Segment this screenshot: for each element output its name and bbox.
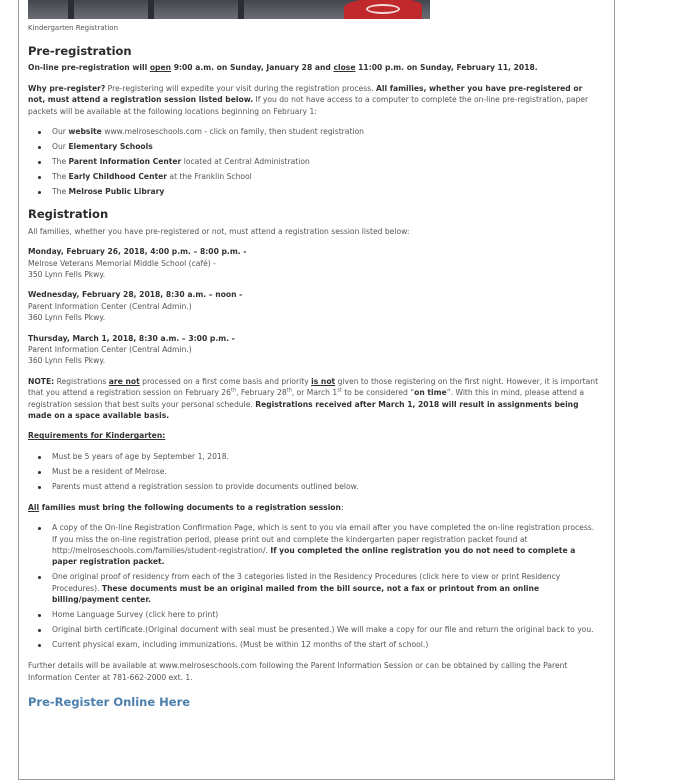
page-frame	[18, 0, 615, 780]
article-content	[28, 0, 600, 711]
photo-detail	[68, 0, 74, 19]
list-item	[52, 156, 600, 167]
list-item: Must be a resident of Melrose.	[52, 466, 600, 477]
list-item	[52, 522, 600, 568]
text: th	[230, 387, 237, 394]
website-link[interactable]: www.melroseschools.com	[104, 127, 202, 136]
text: are not	[108, 376, 140, 386]
text: , February 28	[236, 388, 287, 398]
list-item: Original birth certificate.(Original document with seal must be presented.) We will make a copy for our file and return the original back to you.	[52, 624, 600, 635]
documents-list	[28, 522, 600, 650]
text: Our	[52, 127, 69, 136]
registration-note	[28, 376, 600, 422]
text: given to those registering on the first night. However, it is important that you attend a registration session on February 26	[28, 376, 599, 398]
text: on time	[414, 388, 447, 398]
text: is not	[311, 376, 336, 386]
list-item	[52, 141, 600, 152]
text: Further details will be available at	[28, 661, 160, 671]
text: at the Franklin School	[167, 171, 252, 181]
session-place: Parent Information Center (Central Admin.)	[28, 345, 192, 355]
text: NOTE:	[28, 376, 55, 386]
photo-detail	[366, 4, 400, 14]
prereg-heading: Pre-registration	[28, 43, 132, 58]
text: :	[340, 502, 344, 512]
registration-intro: All families, whether you have pre-registered or not, must attend a registration session listed below:	[28, 226, 410, 236]
pre-register-online-link[interactable]: Pre-Register Online Here	[28, 695, 191, 709]
text: website	[68, 127, 102, 136]
requirements-heading: Requirements for Kindergarten:	[28, 431, 166, 441]
text: Parent Information Center	[68, 156, 182, 166]
text: processed on a first come basis and priority	[139, 376, 312, 386]
session-place: Parent Information Center (Central Admin.)	[28, 301, 192, 311]
session-address: 360 Lynn Fells Pkwy.	[28, 356, 106, 366]
text: Early Childhood Center	[68, 171, 167, 181]
session-block	[28, 246, 600, 280]
text: st	[337, 387, 342, 394]
kindergarten-photo	[28, 0, 430, 19]
registration-packet-link[interactable]: http://melroseschools.com/families/student-registration/	[52, 546, 266, 556]
list-item	[52, 171, 600, 182]
list-item	[52, 571, 600, 605]
text: If you completed the online registration you do not need to complete a paper registration packet.	[52, 546, 576, 567]
session-date: Thursday, March 1, 2018, 8:30 a.m. – 3:00 p.m. -	[28, 333, 235, 343]
text: th	[286, 387, 292, 394]
session-block	[28, 289, 600, 323]
list-item: Must be 5 years of age by September 1, 2018.	[52, 451, 600, 462]
text: One original proof of residency from each of the 3 categories listed in the Residency Procedures (click here to view or print Residency Procedures).	[52, 572, 561, 593]
registration-heading: Registration	[28, 206, 109, 221]
text: A copy of the On-line Registration Confirmation Page, which is sent to you via email after you have completed the on-line registration process. If you miss the on-line registration period, please print out and complete the kindergarten paper registration packet found at	[52, 523, 595, 544]
text: open	[149, 63, 172, 73]
list-item: Parents must attend a registration session to provide documents outlined below.	[52, 481, 600, 492]
text: These documents must be an original mailed from the bill source, not a fax or printout from an online billing/payment center.	[52, 583, 540, 605]
text: On-line pre-registration will	[28, 63, 150, 73]
list-item: Current physical exam, including immunizations. (Must be within 12 months of the start of school.)	[52, 639, 600, 650]
text: All	[28, 502, 40, 512]
text: All families, whether you have pre-registered or not, must attend a registration session listed below.	[28, 83, 583, 105]
session-block	[28, 333, 600, 367]
prereg-dates	[28, 62, 600, 73]
text: The	[52, 186, 69, 196]
session-place: Melrose Veterans Memorial Middle School (café) -	[28, 258, 216, 268]
text: following the Parent Information Session or can be obtained by calling the Parent Information Center at 781-662-2000 ext. 1.	[28, 661, 568, 682]
further-details	[28, 660, 600, 683]
documents-heading	[28, 502, 600, 513]
session-address: 350 Lynn Fells Pkwy.	[28, 270, 106, 280]
text: Registrations	[54, 376, 109, 386]
text: , or March 1	[291, 388, 338, 398]
requirements-list	[28, 451, 600, 492]
text: Elementary Schools	[68, 141, 153, 151]
text: ”. With this in mind, please attend a registration session that best suits your personal schedule.	[28, 388, 584, 409]
list-item	[52, 126, 600, 137]
text: Why pre-register?	[28, 83, 106, 93]
text: located at Central Administration	[181, 156, 310, 166]
text: Pre-registering will expedite your visit during the registration process.	[105, 83, 376, 93]
text: .	[265, 546, 271, 556]
text: If you do not have access to a computer to complete the on-line pre-registration, paper packets will be available at the following locations beginning on February 1:	[28, 95, 589, 116]
text: 11:00 p.m. on Sunday, February 11, 2018.	[355, 63, 538, 73]
list-item	[52, 186, 600, 197]
session-address: 360 Lynn Fells Pkwy.	[28, 313, 106, 323]
why-preregister	[28, 83, 600, 117]
session-date: Monday, February 26, 2018, 4:00 p.m. – 8:00 p.m. -	[28, 247, 247, 257]
text: Melrose Public Library	[68, 186, 165, 196]
photo-detail	[238, 0, 244, 19]
text: close	[333, 63, 356, 73]
text: Our	[52, 141, 69, 151]
text: 9:00 a.m. on Sunday, January 28 and	[171, 63, 334, 73]
text: - click on family, then student registration	[201, 127, 364, 136]
text: The	[52, 171, 69, 181]
photo-caption: Kindergarten Registration	[28, 24, 119, 32]
text: Registrations received after March 1, 2018 will result in assignments being made on a space available basis.	[28, 399, 579, 420]
list-item: Home Language Survey (click here to print)	[52, 609, 600, 620]
photo-detail	[148, 0, 154, 19]
text: The	[52, 156, 69, 166]
further-details-link[interactable]: www.melroseschools.com	[159, 661, 257, 671]
text: families must bring the following documents to a registration session	[39, 502, 341, 512]
requirements-heading-wrap	[28, 430, 600, 441]
text: to be considered “	[341, 388, 415, 398]
location-list	[28, 126, 600, 197]
session-date: Wednesday, February 28, 2018, 8:30 a.m. – noon -	[28, 290, 243, 300]
